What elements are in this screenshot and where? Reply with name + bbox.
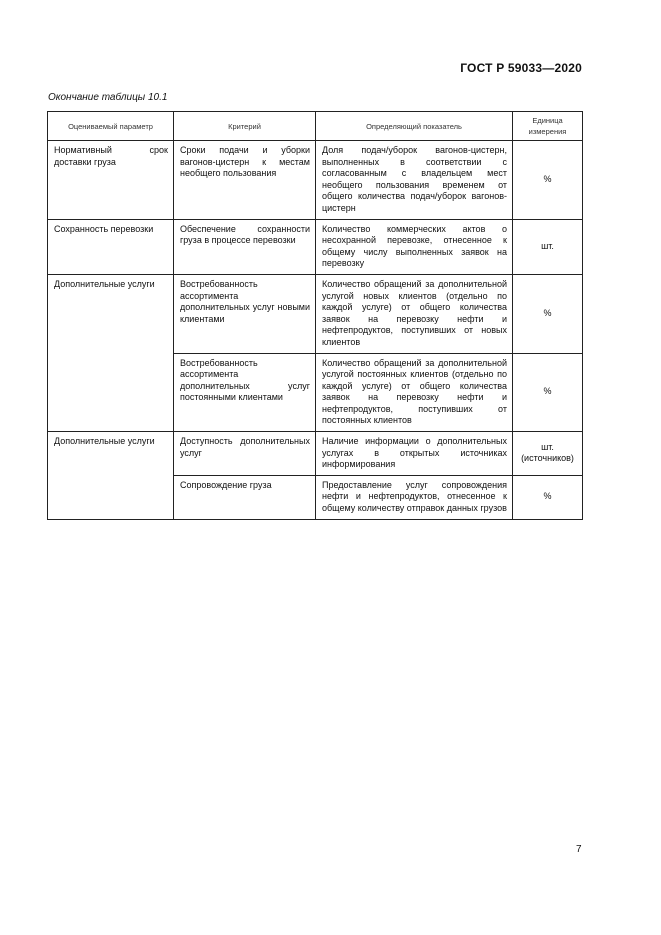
criterion-cell: Обеспечение сохранности груза в процессе перевозки [174,219,316,274]
column-header-unit: Единица измерения [513,112,583,141]
unit-cell: % [513,274,583,353]
column-header-criterion: Критерий [174,112,316,141]
param-cell: Дополнительные услуги [48,432,174,520]
column-header-indicator: Определяющий показатель [316,112,513,141]
param-cell: Нормативный срок доставки груза [48,141,174,220]
table-header-row [48,112,583,141]
unit-cell: % [513,353,583,432]
unit-cell: % [513,475,583,519]
table-row [48,141,583,220]
criterion-cell: Востребованность ассортимента дополнительных услуг постоянными клиентами [174,353,316,432]
table-row [48,274,583,353]
criterion-cell: Востребованность ассортимента дополнительных услуг новыми клиентами [174,274,316,353]
criterion-cell: Доступность дополнительных услуг [174,432,316,476]
criterion-cell: Сопровождение груза [174,475,316,519]
unit-cell: шт. (источников) [513,432,583,476]
unit-cell: % [513,141,583,220]
param-cell: Дополнительные услуги [48,274,174,431]
criterion-cell: Сроки подачи и уборки вагонов-цистерн к местам необщего пользования [174,141,316,220]
page-number: 7 [576,844,582,855]
table-row [48,432,583,476]
indicator-cell: Наличие информации о дополнительных услугах в открытых источниках информирования [316,432,513,476]
column-header-param: Оцениваемый параметр [48,112,174,141]
indicator-cell: Количество коммерческих актов о несохранной перевозке, отнесенное к общему числу выполненных заявок на перевозку [316,219,513,274]
indicator-cell: Количество обращений за дополнительной услугой постоянных клиентов (отдельно по каждой услуге) от общего количества заявок на перевозку нефти и нефтепродуктов, поступивших от постоянных клиентов [316,353,513,432]
param-cell: Сохранность перевозки [48,219,174,274]
indicator-cell: Количество обращений за дополнительной услугой новых клиентов (отдельно по каждой услуге) от общего количества заявок на перевозку нефти и нефтепродуктов, поступивших от новых клиентов [316,274,513,353]
indicator-cell: Предоставление услуг сопровождения нефти и нефтепродуктов, отнесенное к общему количеству отправок данных грузов [316,475,513,519]
indicator-cell: Доля подач/уборок вагонов-цистерн, выполненных в соответствии с согласованным с владельцем мест необщего пользования временем от общего количества подач/уборок вагонов-цистерн [316,141,513,220]
standard-designation: ГОСТ Р 59033—2020 [460,61,582,75]
criteria-table [47,111,583,520]
table-row [48,219,583,274]
unit-cell: шт. [513,219,583,274]
table-caption: Окончание таблицы 10.1 [48,92,168,103]
